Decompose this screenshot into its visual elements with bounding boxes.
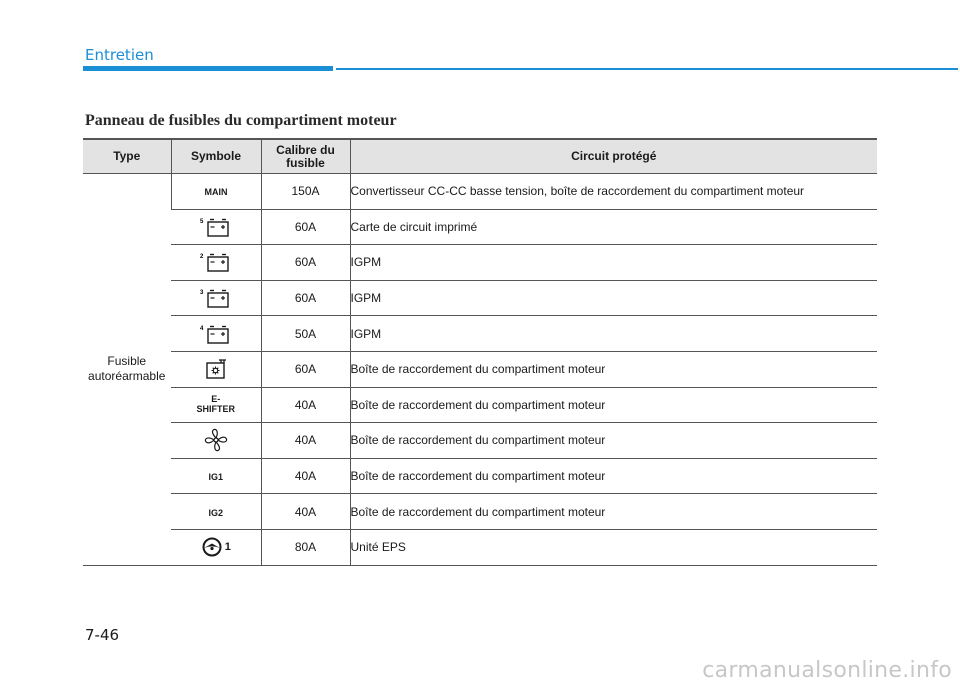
symbol-cell xyxy=(171,529,261,565)
battery-icon xyxy=(199,215,233,239)
rating-cell: 60A xyxy=(261,280,350,316)
circuit-cell: Carte de circuit imprimé xyxy=(350,209,877,245)
battery-index: 3 xyxy=(199,290,204,297)
table-row xyxy=(83,280,877,316)
battery-index: 2 xyxy=(199,254,204,261)
steering-index: 1 xyxy=(224,541,231,554)
table-row xyxy=(83,174,877,210)
rating-cell: 150A xyxy=(261,174,350,210)
table-row xyxy=(83,245,877,281)
page-heading: Panneau de fusibles du compartiment moteur xyxy=(85,112,397,129)
circuit-cell: IGPM xyxy=(350,280,877,316)
circuit-cell: Boîte de raccordement du compartiment moteur xyxy=(350,458,877,494)
circuit-cell: Boîte de raccordement du compartiment moteur xyxy=(350,494,877,530)
table-header-row xyxy=(83,139,877,174)
symbol-cell xyxy=(171,209,261,245)
symbol-cell xyxy=(171,387,261,423)
watermark: carmanualsonline.info xyxy=(702,658,952,683)
symbol-text: IG1 xyxy=(208,472,223,483)
symbol-text: MAIN xyxy=(204,187,228,198)
battery-icon xyxy=(199,286,233,310)
type-cell: Fusible autoréarmable xyxy=(83,174,171,566)
table-row xyxy=(83,209,877,245)
rating-cell: 60A xyxy=(261,245,350,281)
rating-cell: 50A xyxy=(261,316,350,352)
symbol-cell xyxy=(171,458,261,494)
fan-icon xyxy=(203,427,229,453)
header-circuit: Circuit protégé xyxy=(350,139,877,174)
circuit-cell: Boîte de raccordement du compartiment moteur xyxy=(350,387,877,423)
battery-icon xyxy=(199,322,233,346)
table-row xyxy=(83,423,877,459)
symbol-cell xyxy=(171,174,261,210)
table-row xyxy=(83,316,877,352)
table-row xyxy=(83,387,877,423)
fuse-table xyxy=(83,138,877,566)
table-row xyxy=(83,494,877,530)
circuit-cell: Boîte de raccordement du compartiment moteur xyxy=(350,423,877,459)
page-number: 7-46 xyxy=(85,626,120,644)
table-row xyxy=(83,529,877,565)
symbol-cell xyxy=(171,351,261,387)
header-accent-rule xyxy=(83,66,333,71)
rating-cell: 80A xyxy=(261,529,350,565)
rating-cell: 60A xyxy=(261,209,350,245)
rating-cell: 40A xyxy=(261,387,350,423)
symbol-text: IG2 xyxy=(208,507,223,518)
symbol-text: E-SHIFTER xyxy=(196,394,235,415)
symbol-cell xyxy=(171,280,261,316)
header-type: Type xyxy=(83,139,171,174)
circuit-cell: Unité EPS xyxy=(350,529,877,565)
circuit-cell: Boîte de raccordement du compartiment moteur xyxy=(350,351,877,387)
steering-wheel-icon xyxy=(201,536,223,558)
battery-index: 5 xyxy=(199,218,204,225)
rating-cell: 40A xyxy=(261,494,350,530)
junction-box-icon xyxy=(201,357,231,381)
rating-cell: 40A xyxy=(261,423,350,459)
section-title: Entretien xyxy=(85,46,154,64)
symbol-cell xyxy=(171,494,261,530)
rating-cell: 60A xyxy=(261,351,350,387)
symbol-cell xyxy=(171,245,261,281)
symbol-cell xyxy=(171,316,261,352)
battery-index: 4 xyxy=(199,325,204,332)
circuit-cell: Convertisseur CC-CC basse tension, boîte de raccordement du compartiment moteur xyxy=(350,174,877,210)
header-divider xyxy=(336,68,958,70)
battery-icon xyxy=(199,250,233,274)
table-row xyxy=(83,351,877,387)
header-rating: Calibre du fusible xyxy=(261,139,350,174)
symbol-cell xyxy=(171,423,261,459)
header-symbol: Symbole xyxy=(171,139,261,174)
table-row xyxy=(83,458,877,494)
circuit-cell: IGPM xyxy=(350,245,877,281)
rating-cell: 40A xyxy=(261,458,350,494)
circuit-cell: IGPM xyxy=(350,316,877,352)
